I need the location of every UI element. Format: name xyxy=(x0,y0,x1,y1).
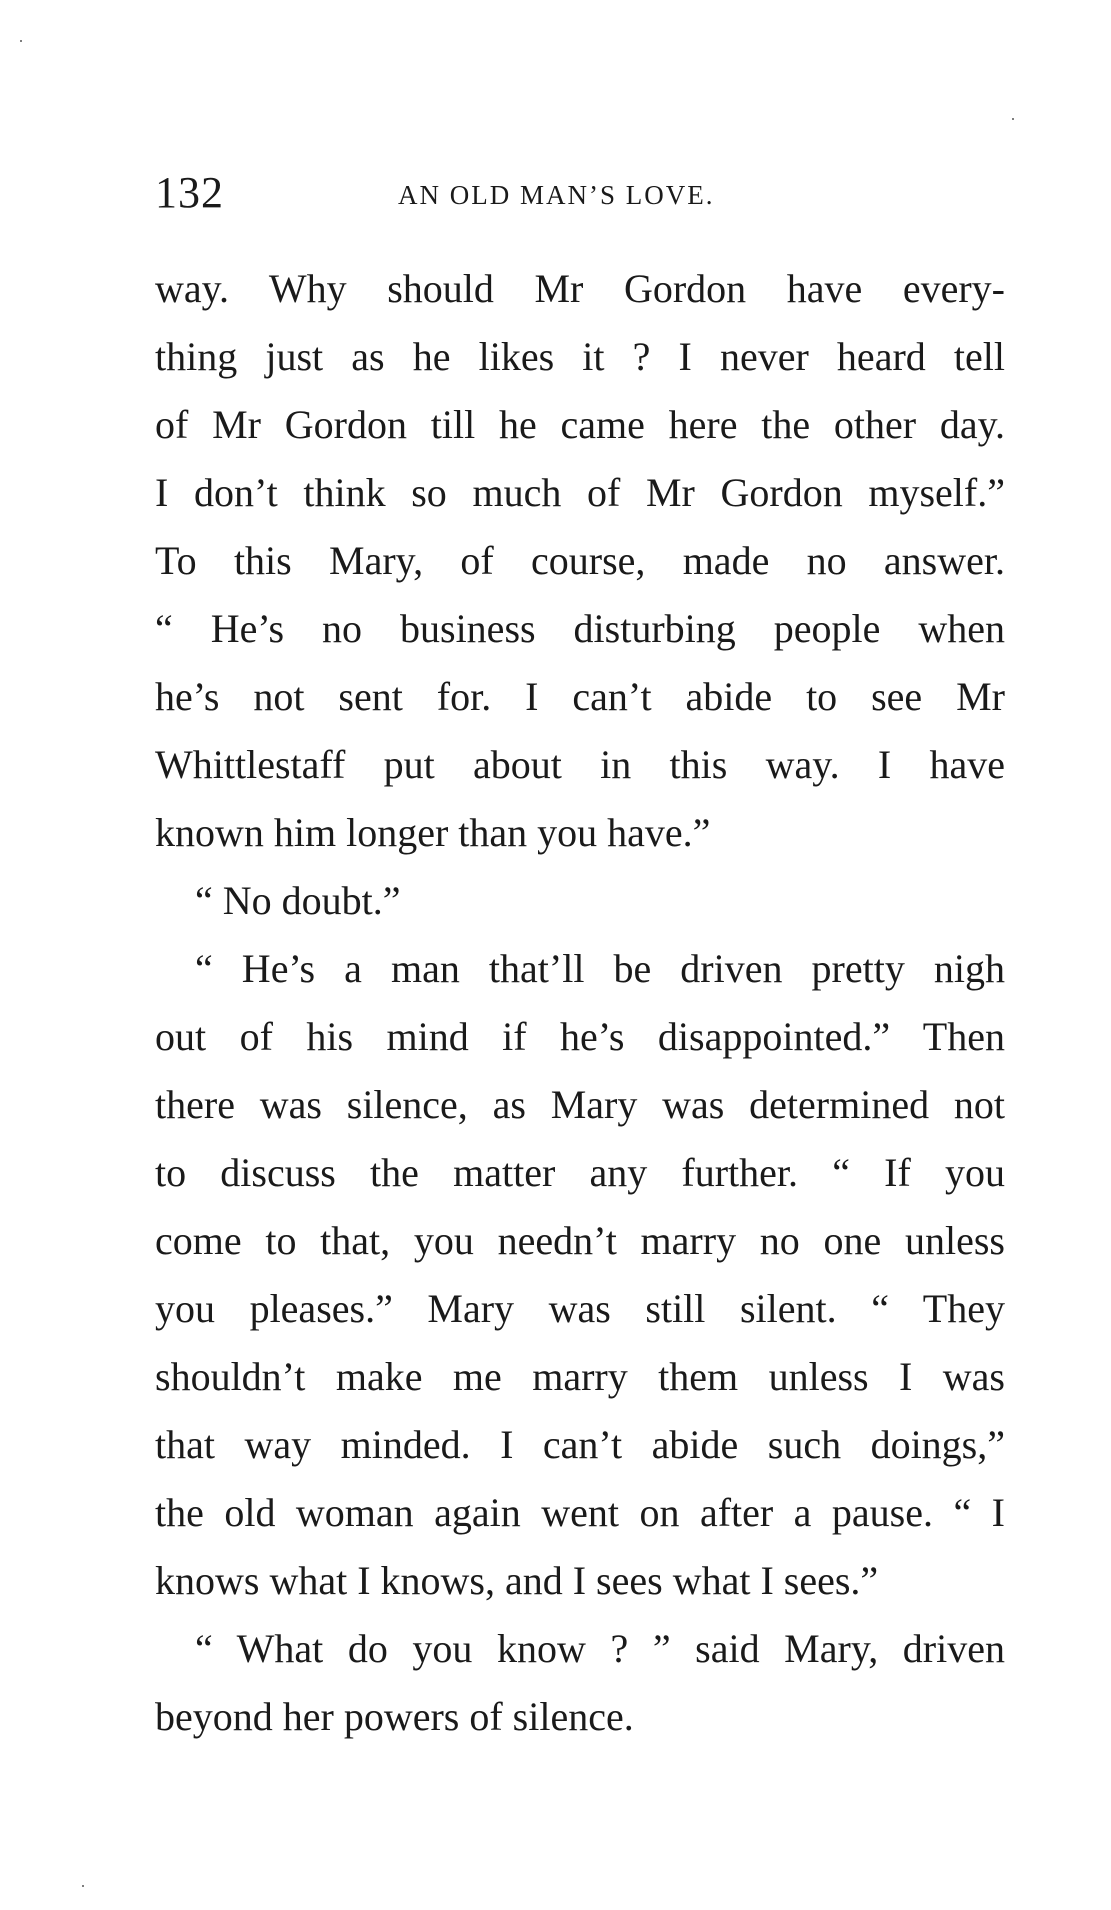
text-line: “ He’s a man that’ll be driven pretty nigh xyxy=(195,946,1005,991)
text-line: way. Why should Mr Gordon have every- xyxy=(155,266,1005,311)
text-line: to discuss the matter any further. “ If you xyxy=(155,1150,1005,1195)
text-line: knows what I knows, and I sees what I sees.” xyxy=(155,1558,879,1603)
text-line: “ No doubt.” xyxy=(195,878,401,923)
text-line: the old woman again went on after a pause. “ I xyxy=(155,1490,1005,1535)
text-line: out of his mind if he’s disappointed.” Then xyxy=(155,1014,1005,1059)
page-header xyxy=(155,168,1005,218)
text-line: To this Mary, of course, made no answer. xyxy=(155,538,1005,583)
text-line: thing just as he likes it ? I never heard tell xyxy=(155,334,1005,379)
scan-speck xyxy=(1012,118,1014,120)
text-line: come to that, you needn’t marry no one unless xyxy=(155,1218,1005,1263)
text-line: “ What do you know ? ” said Mary, driven xyxy=(195,1626,1005,1671)
text-line: “ He’s no business disturbing people when xyxy=(155,606,1005,651)
scan-speck xyxy=(20,40,22,42)
text-line: of Mr Gordon till he came here the other day. xyxy=(155,402,1005,447)
text-line: known him longer than you have.” xyxy=(155,810,711,855)
text-line: Whittlestaff put about in this way. I have xyxy=(155,742,1005,787)
text-line: you pleases.” Mary was still silent. “ They xyxy=(155,1286,1005,1331)
text-line: I don’t think so much of Mr Gordon myself.” xyxy=(155,470,1005,515)
scan-speck xyxy=(82,1885,84,1887)
body-text xyxy=(155,255,1005,1751)
page-number: 132 xyxy=(155,168,224,217)
text-line: beyond her powers of silence. xyxy=(155,1694,634,1739)
text-line: he’s not sent for. I can’t abide to see Mr xyxy=(155,674,1005,719)
running-head: AN OLD MAN’S LOVE. xyxy=(398,180,715,210)
text-line: there was silence, as Mary was determined not xyxy=(155,1082,1005,1127)
text-line: shouldn’t make me marry them unless I was xyxy=(155,1354,1005,1399)
text-line: that way minded. I can’t abide such doings,” xyxy=(155,1422,1005,1467)
